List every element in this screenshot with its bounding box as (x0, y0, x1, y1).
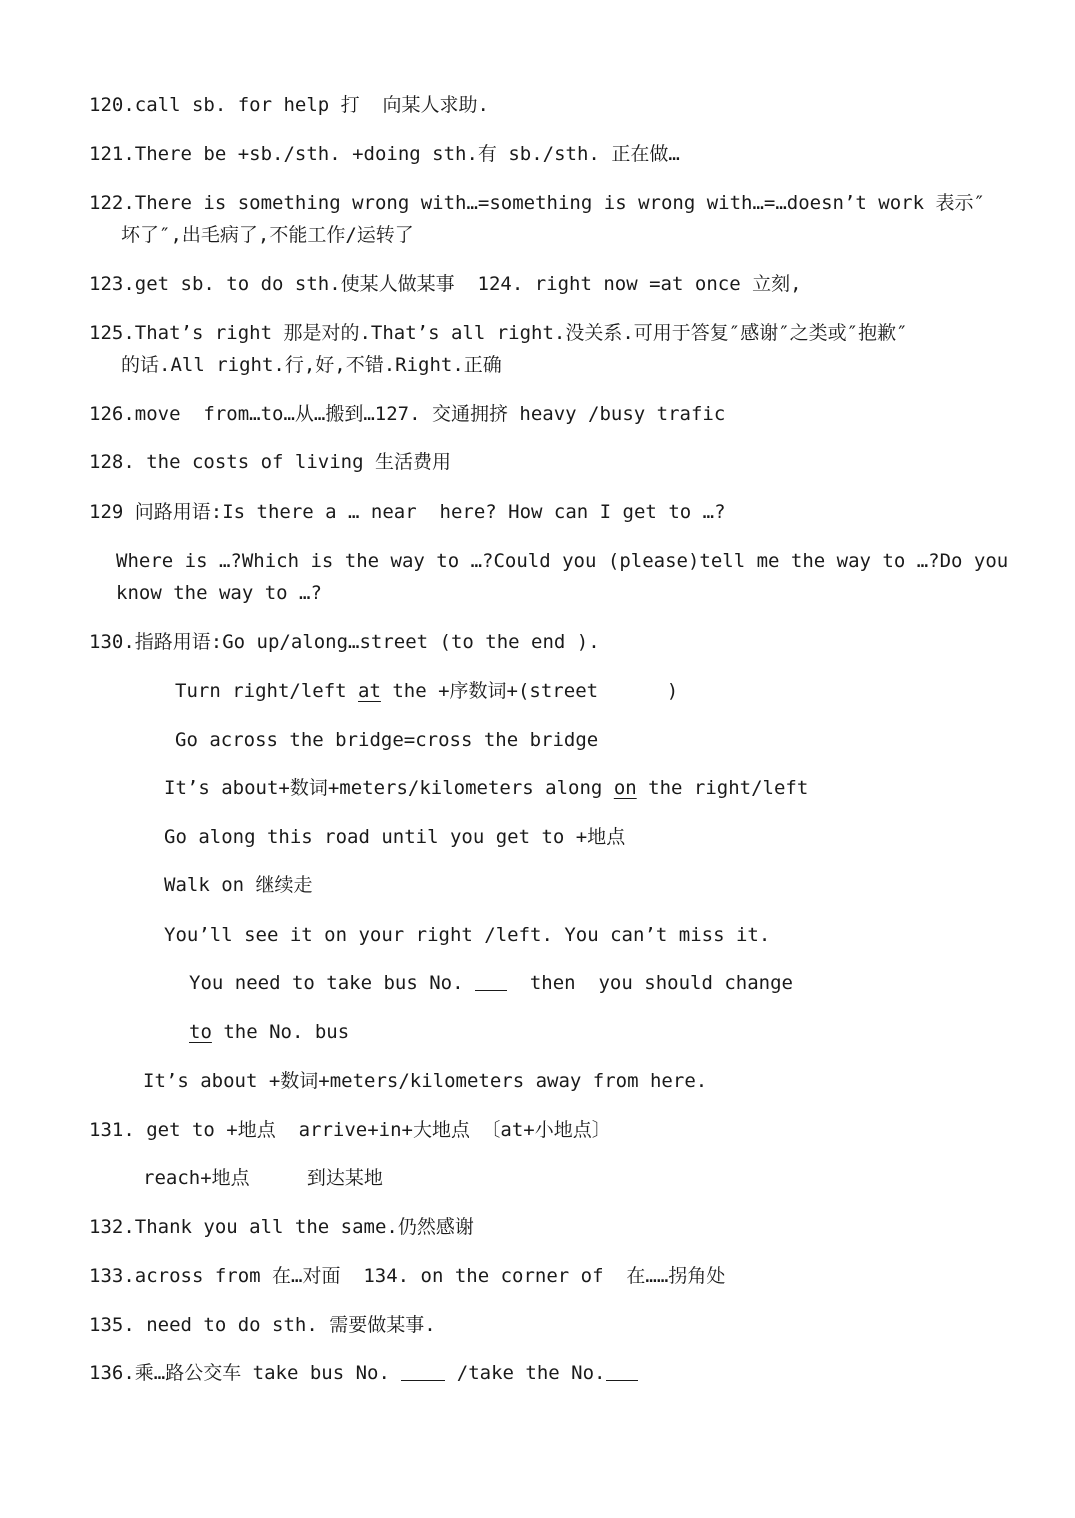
item-130-about (164, 772, 808, 804)
item-126-127: 126.move from…to…从…搬到…127. 交通拥挤 heavy /busy trafic (89, 403, 726, 425)
item-130-walk: Walk on 继续走 (164, 874, 313, 896)
item-136-text-b: /take the No. (445, 1362, 606, 1384)
item-129: 129 问路用语:Is there a … near here? How can I get to …? (89, 501, 726, 523)
bus-text-a: You need to take bus No. (189, 972, 475, 994)
item-136-text-a: 136.乘…路公交车 take bus No. (89, 1362, 402, 1384)
item-122-line1: 122.There is something wrong with…=something is wrong with…=…doesn’t work 表示″ (89, 192, 985, 214)
to-text-b: the No. bus (211, 1021, 350, 1043)
about-text-b: the right/left (636, 777, 809, 799)
item-132: 132.Thank you all the same.仍然感谢 (89, 1216, 474, 1238)
bus-number-blank-1 (401, 1360, 445, 1381)
item-120: 120.call sb. for help 打 向某人求助. (89, 94, 489, 116)
item-131-line2: reach+地点 到达某地 (143, 1167, 383, 1189)
item-130-across: Go across the bridge=cross the bridge (175, 729, 599, 751)
turn-text-a: Turn right/left (175, 680, 359, 702)
about-text-a: It’s about+数词+meters/kilometers along (164, 777, 614, 799)
bus-text-b: then you should change (506, 972, 793, 994)
item-128: 128. the costs of living 生活费用 (89, 451, 451, 473)
item-130-bus (189, 967, 793, 999)
item-130-to (189, 1016, 349, 1048)
item-123-124: 123.get sb. to do sth.使某人做某事 124. right now =at once 立刻, (89, 273, 802, 295)
item-121: 121.There be +sb./sth. +doing sth.有 sb./sth. 正在做… (89, 143, 680, 165)
item-129-line3: know the way to …? (116, 582, 322, 604)
item-130-away: It’s about +数词+meters/kilometers away from here. (143, 1070, 708, 1092)
item-125-line2: 的话.All right.行,好,不错.Right.正确 (121, 354, 502, 376)
about-underlined-on: on (613, 777, 637, 799)
item-129-line2: Where is …?Which is the way to …?Could you (please)tell me the way to …?Do you (116, 550, 1009, 572)
item-130-along: Go along this road until you get to +地点 (164, 826, 626, 848)
bus-number-blank-2 (606, 1360, 638, 1381)
item-122-line2: 坏了″,出毛病了,不能工作/运转了 (121, 224, 414, 246)
item-130-see: You’ll see it on your right /left. You can’t miss it. (164, 924, 771, 946)
item-125-line1: 125.That’s right 那是对的.That’s all right.没关系.可用于答复″感谢″之类或″抱歉″ (89, 322, 908, 344)
item-133-134: 133.across from 在…对面 134. on the corner of 在……拐角处 (89, 1265, 726, 1287)
bus-number-blank (475, 970, 507, 991)
item-135: 135. need to do sth. 需要做某事. (89, 1314, 436, 1336)
item-131: 131. get to +地点 arrive+in+大地点 〔at+小地点〕 (89, 1119, 611, 1141)
item-130-turn (175, 675, 678, 707)
turn-underlined-at: at (358, 680, 381, 702)
to-underlined: to (189, 1021, 212, 1043)
turn-text-b: the +序数词+(street ) (380, 680, 679, 702)
item-130: 130.指路用语:Go up/along…street (to the end ). (89, 631, 600, 653)
item-136 (89, 1357, 638, 1389)
